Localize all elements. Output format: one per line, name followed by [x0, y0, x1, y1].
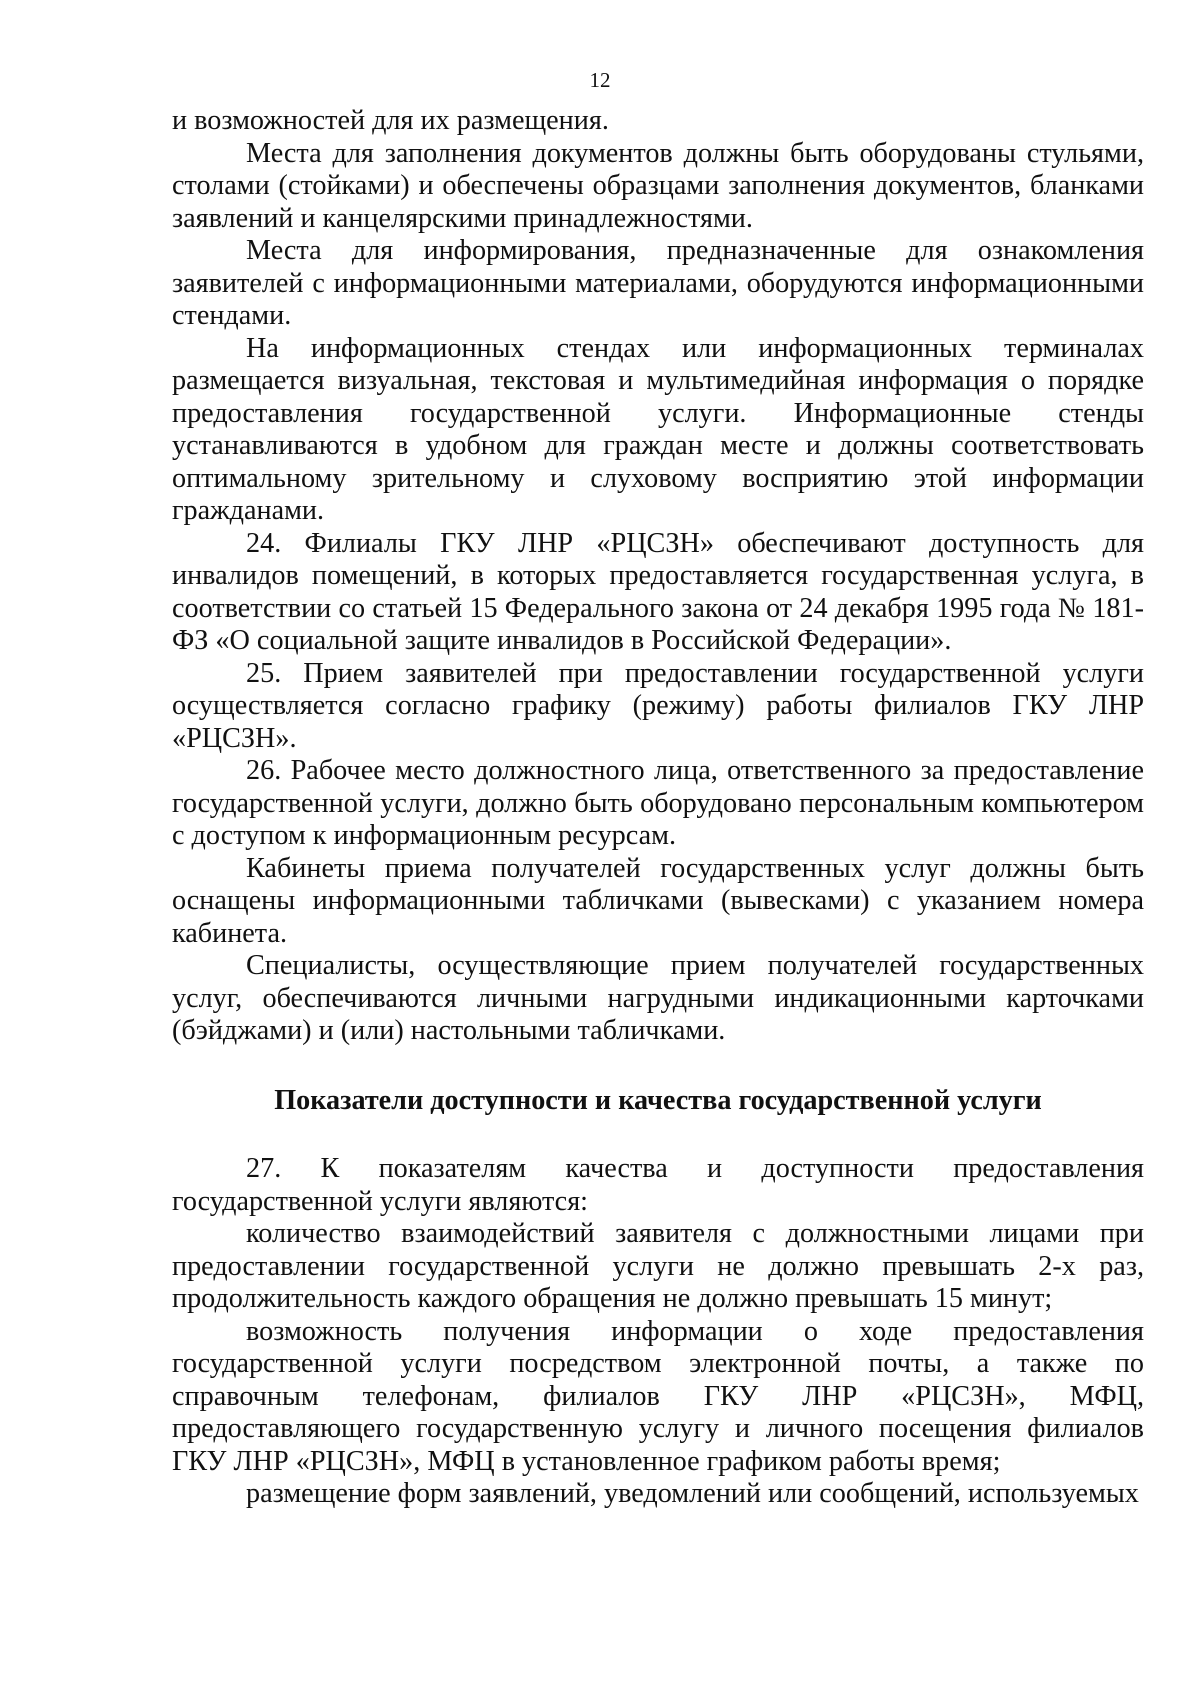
document-body — [172, 105, 1144, 1511]
paragraph-information-stands: На информационных стендах или информационных терминалах размещается визуальная, текстовая и мультимедийная информация о порядке предоставления государственной услуги. Информационные стенды устанавливаются в удобном для граждан месте и должны соответствовать оптимальному зрительному и слуховому восприятию этой информации гражданами. — [172, 332, 1144, 526]
section-heading: Показатели доступности и качества государственной услуги — [274, 1084, 1042, 1116]
paragraph-forms-placement: размещение форм заявлений, уведомлений или сообщений, используемых — [246, 1478, 1139, 1509]
page-number: 12 — [589, 68, 611, 92]
paragraph-item-27: 27. К показателям качества и доступности предоставления государственной услуги являются: — [172, 1153, 1144, 1217]
paragraph-item-26: 26. Рабочее место должностного лица, ответственного за предоставление государственной услуги, должно быть оборудовано персональным компьютером с доступом к информационным ресурсам. — [172, 755, 1144, 851]
paragraph-continuation: и возможностей для их размещения. — [172, 105, 609, 136]
paragraph-interaction-count: количество взаимодействий заявителя с должностными лицами при предоставлении государственной услуги не должно превышать 2-х раз, продолжительность каждого обращения не должно превышать 15 минут; — [172, 1218, 1144, 1314]
paragraph-information-possibility: возможность получения информации о ходе предоставления государственной услуги посредством электронной почты, а также по справочным телефонам, филиалов ГКУ ЛНР «РЦСЗН», МФЦ, предоставляющего государственную услугу и личного посещения филиалов ГКУ ЛНР «РЦСЗН», МФЦ в установленное графиком работы время; — [172, 1315, 1144, 1477]
paragraph-item-25: 25. Прием заявителей при предоставлении государственной услуги осуществляется согласно графику (режиму) работы филиалов ГКУ ЛНР «РЦСЗН». — [172, 657, 1144, 754]
paragraph-item-24: 24. Филиалы ГКУ ЛНР «РЦСЗН» обеспечивают доступность для инвалидов помещений, в которых предоставляется государственная услуга, в соответствии со статьей 15 Федерального закона от 24 декабря 1995 года № 181-ФЗ «О социальной защите инвалидов в Российской Федерации». — [172, 527, 1144, 656]
paragraph-document-filling-places: Места для заполнения документов должны быть оборудованы стульями, столами (стойками) и обеспечены образцами заполнения документов, бланками заявлений и канцелярскими принадлежностями. — [172, 137, 1144, 234]
paragraph-information-places: Места для информирования, предназначенные для ознакомления заявителей с информационными материалами, оборудуются информационными стендами. — [172, 235, 1144, 331]
paragraph-reception-rooms: Кабинеты приема получателей государственных услуг должны быть оснащены информационными табличками (вывесками) с указанием номера кабинета. — [172, 852, 1144, 949]
paragraph-specialists: Специалисты, осуществляющие прием получателей государственных услуг, обеспечиваются личными нагрудными индикационными карточками (бэйджами) и (или) настольными табличками. — [172, 950, 1144, 1046]
